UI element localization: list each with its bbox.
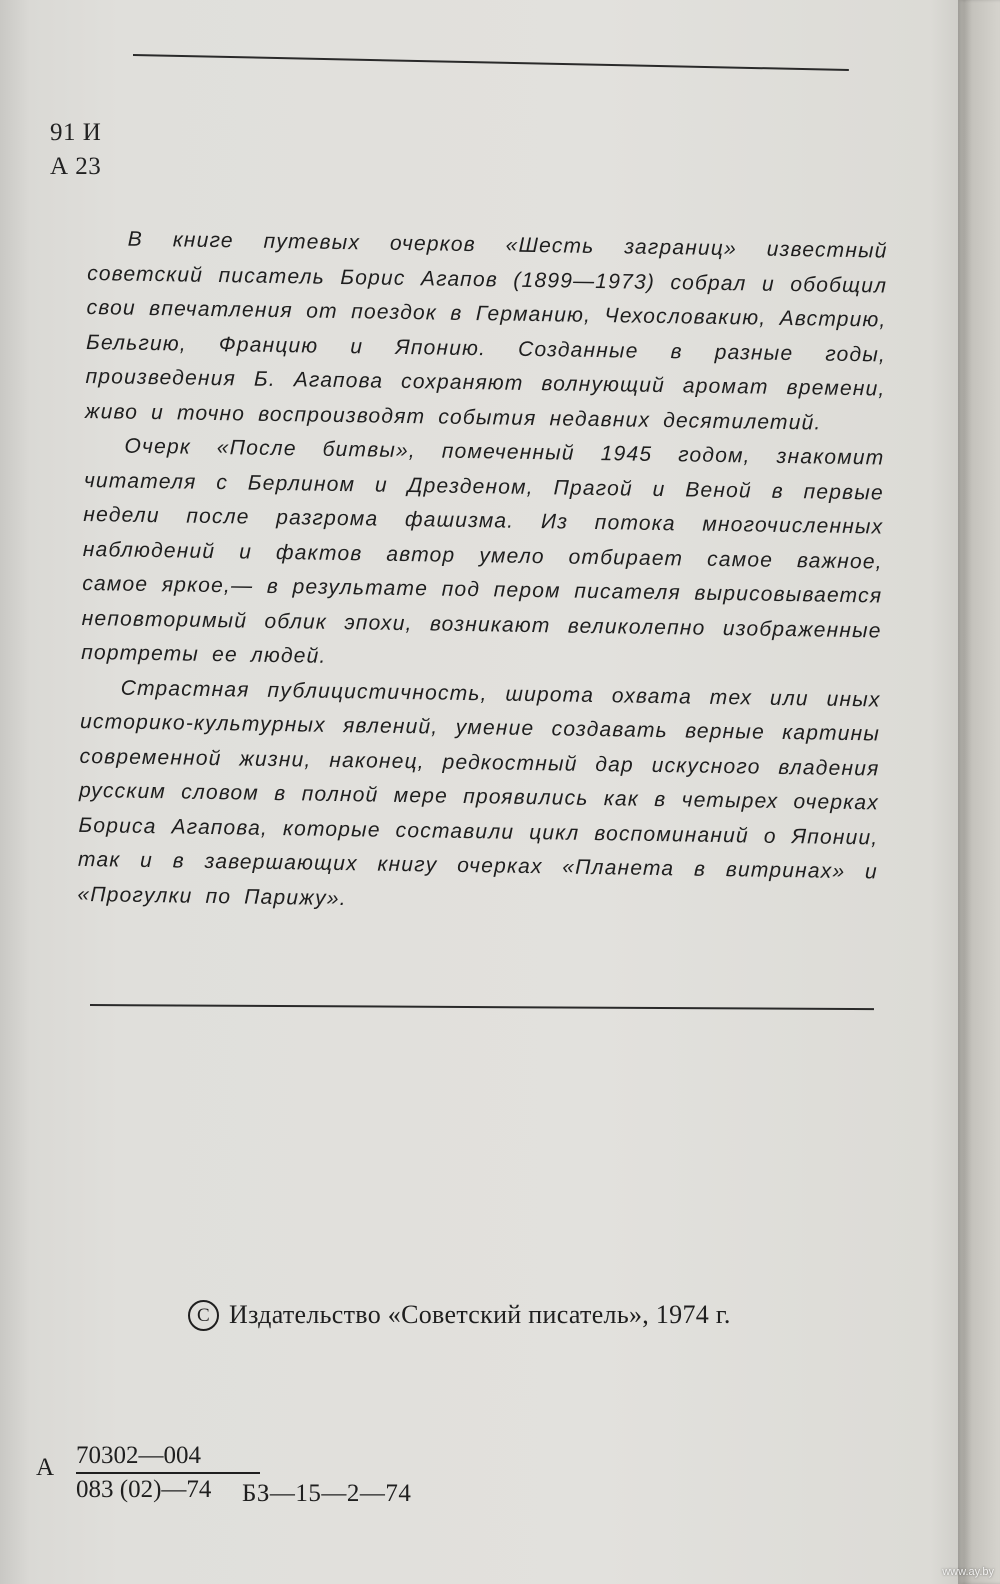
annotation-paragraph-3: Страстная публицистичность, широта охвата тех или иных историко-культурных явлений, умение создавать верные картины современной жизни, наконец, редкостный дар искусного владения русским словом в полной мере проявились как в четырех очерках Бориса Агапова, которые составили цикл воспоминаний о Японии, так и в завершающих книгу очерках «Планета в витринах» и «Прогулки по Парижу».	[77, 676, 881, 910]
index-fraction	[76, 1442, 260, 1504]
classification-code	[50, 116, 101, 184]
classification-line-2: А 23	[50, 153, 102, 180]
middle-rule	[90, 1004, 874, 1010]
copyright-text: Издательство «Советский писатель», 1974 г.	[229, 1300, 731, 1329]
annotation-paragraph-1: В книге путевых очерков «Шесть заграниц» известный советский писатель Борис Агапов (1899—1973) собрал и обобщил свои впечатления от поездок в Германию, Чехословакию, Австрию, Бельгию, Францию и Японию. Созданные в разные годы, произведения Б. Агапова сохраняют волнующий аромат времени, живо и точно воспроизводят события недавних десятилетий.	[84, 227, 888, 435]
index-numerator: 70302—004	[76, 1442, 260, 1474]
index-code: БЗ—15—2—74	[242, 1480, 412, 1507]
annotation-paragraph-2: Очерк «После битвы», помеченный 1945 годом, знакомит читателя с Берлином и Дрезденом, Прагой и Веной в первые недели после разгрома фашизма. Из потока многочисленных наблюдений и фактов автор умело отбирает самое важное, самое яркое,— в результате под пером писателя вырисовывается неповторимый облик эпохи, возникают великолепно изображенные портреты ее людей.	[81, 434, 885, 668]
index-denominator: 083 (02)—74	[76, 1476, 212, 1503]
publishing-index	[36, 1442, 456, 1522]
index-letter: А	[36, 1454, 55, 1481]
book-annotation	[77, 222, 888, 924]
top-rule	[133, 54, 849, 71]
classification-line-1: 91 И	[50, 119, 102, 146]
watermark: www.ay.by	[942, 1566, 994, 1578]
page-edge-shadow	[958, 0, 1000, 1584]
copyright-icon: C	[188, 1300, 219, 1331]
copyright-line	[188, 1300, 731, 1331]
